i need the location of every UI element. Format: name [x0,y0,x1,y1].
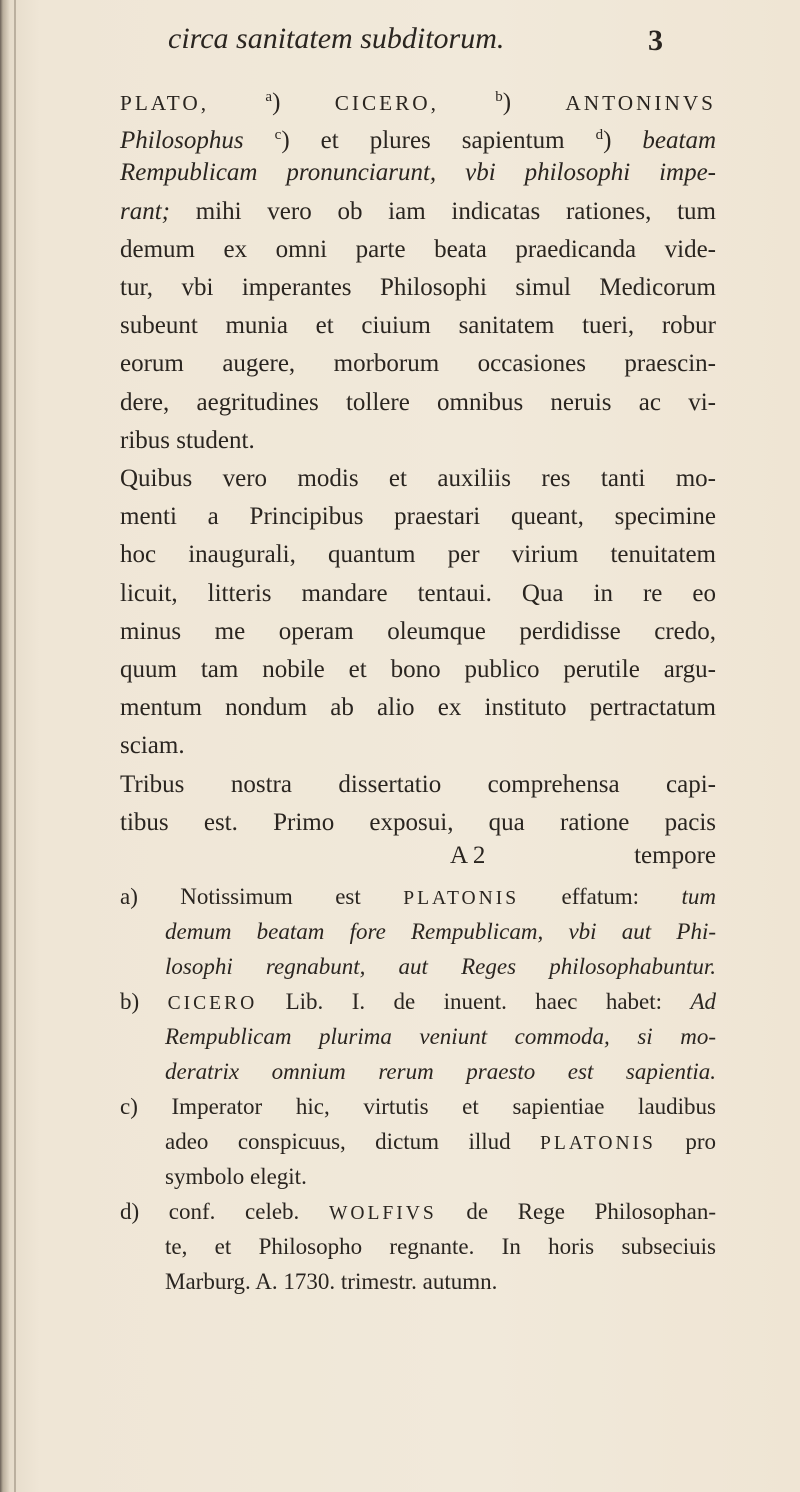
footnote-line-segment: Lib. I. de inuent. haec habet: [257,989,691,1014]
text-line-segment: ) [603,127,643,155]
signature-line [120,842,716,876]
footnote-line-segment: tum [681,884,716,909]
text-line-segment: tur, vbi imperantes Philosophi simul Medicorum [120,274,716,301]
footnote-line [165,1125,716,1159]
signature-mark: A 2 [450,842,486,869]
footnote-line-segment: effatum: [519,884,682,909]
text-line-segment: Quibus vero modis et auxiliis res tanti mo- [120,465,716,492]
text-line [120,500,716,534]
footnote-line-segment: Ad [690,989,716,1014]
footnote-line-segment: a) Notissimum est [120,884,404,909]
text-line-segment: licuit, litteris mandare tentaui. Qua in re eo [120,579,716,607]
text-line [120,271,716,305]
footnote-line [165,1055,716,1089]
footnote-line-segment: symbolo elegit. [165,1164,307,1189]
footnote-line-segment: d) conf. celeb. [120,1199,329,1224]
footnote-line-segment: deratrix omnium rerum praesto est sapientia. [165,1059,716,1084]
text-line [120,653,716,687]
text-line [120,729,716,763]
footnote-line-segment: demum beatam fore Rempublicam, vbi aut Phi- [165,919,716,944]
page-number: 3 [648,24,663,57]
footnote-line [165,1265,716,1299]
footnote-line [120,880,716,914]
text-line-segment: mihi vero ob iam indicatas rationes, tum [195,197,716,225]
footnote-line [165,1230,716,1264]
footnote-line-segment: CICERO [167,993,258,1014]
text-line-segment: minus me operam oleumque perdidisse credo, [120,617,716,645]
footnote-line [120,1090,716,1124]
text-line-segment: subeunt munia et ciuium sanitatem tueri, robur [120,312,716,340]
footnote-line-segment: losophi regnabunt, aut Reges philosophabuntur. [165,954,716,979]
text-line-segment: beatam [642,127,717,155]
text-line-segment: c [274,127,282,144]
footnote-line-segment: PLATONIS [403,888,520,909]
text-line-segment: hoc inaugurali, quantum per virium tenuitatem [120,541,716,569]
text-line-segment: a [265,89,273,105]
footnote-line-segment: WOLFIVS [328,1203,437,1224]
text-line-segment: d [595,127,604,144]
footnote-line-segment: PLATONIS [540,1133,656,1154]
text-line [120,195,716,229]
text-line-segment: sciam. [120,732,185,760]
footnote-line-segment: Rempublicam plurima veniunt commoda, si mo- [165,1024,716,1049]
footnote-line-segment: pro [655,1129,716,1154]
text-line [120,233,716,267]
text-line [120,615,716,649]
text-line-segment: dere, aegritudines tollere omnibus neruis ac vi- [120,388,716,416]
text-line [120,118,717,155]
text-line-segment: ribus student. [120,426,255,454]
footnote-line-segment: adeo conspicuus, dictum illud [165,1129,541,1154]
text-line [120,309,716,343]
page-binding-edge [14,0,16,1492]
footnote-line [165,915,716,949]
text-line [120,80,716,114]
footnote-line [165,1020,716,1054]
text-line [120,538,716,572]
text-line-segment: Tribus nostra dissertatio comprehensa capi- [120,770,716,798]
text-line-segment: Philosophus [120,127,275,155]
text-line-segment: ) [272,89,335,116]
text-line [120,156,716,190]
text-line-segment: demum ex omni parte beata praedicanda vide- [120,235,716,263]
text-line-segment: quum tam nobile et bono publico perutile argu- [120,656,716,683]
footnote-line [120,1195,716,1229]
footnote-line-segment: te, et Philosopho regnante. In horis subseciuis [165,1234,716,1259]
footnote-line [165,950,716,984]
footnote-line [165,1160,716,1194]
footnote-line-segment: b) [120,989,168,1014]
text-line-segment: Rempublicam pronunciarunt, vbi philosophi impe- [120,159,716,187]
text-line-segment: ANTONINVS [565,91,716,115]
text-line [120,691,716,725]
footnote-line-segment: c) Imperator hic, virtutis et sapientiae laudibus [120,1094,716,1119]
text-line-segment: tibus est. Primo exposui, qua ratione pacis [120,808,716,836]
text-line-segment: mentum nondum ab alio ex instituto pertractatum [120,694,716,722]
footnote-line-segment: de Rege Philosophan- [436,1199,716,1224]
text-line-segment: CICERO, [334,91,496,115]
text-line-segment: ) [502,89,566,116]
text-line-segment: menti a Principibus praestari queant, specimine [120,503,716,531]
text-line-segment: eorum augere, morborum occasiones praescin- [120,350,716,378]
catchword: tempore [634,842,716,869]
text-line [120,768,716,802]
text-line-segment: ) et plures sapientum [281,127,596,155]
text-line-segment: b [495,89,503,105]
running-title: circa sanitatem subditorum. [168,22,505,55]
text-line [120,577,716,611]
text-line [120,386,716,420]
footnote-line-segment: Marburg. A. 1730. trimestr. autumn. [165,1269,498,1294]
text-line [120,806,716,840]
footnote-line [120,985,716,1019]
text-line [120,347,716,381]
text-line [120,462,716,496]
text-line [120,424,716,458]
text-line-segment: PLATO, [120,91,266,115]
text-line-segment: rant; [120,197,196,225]
